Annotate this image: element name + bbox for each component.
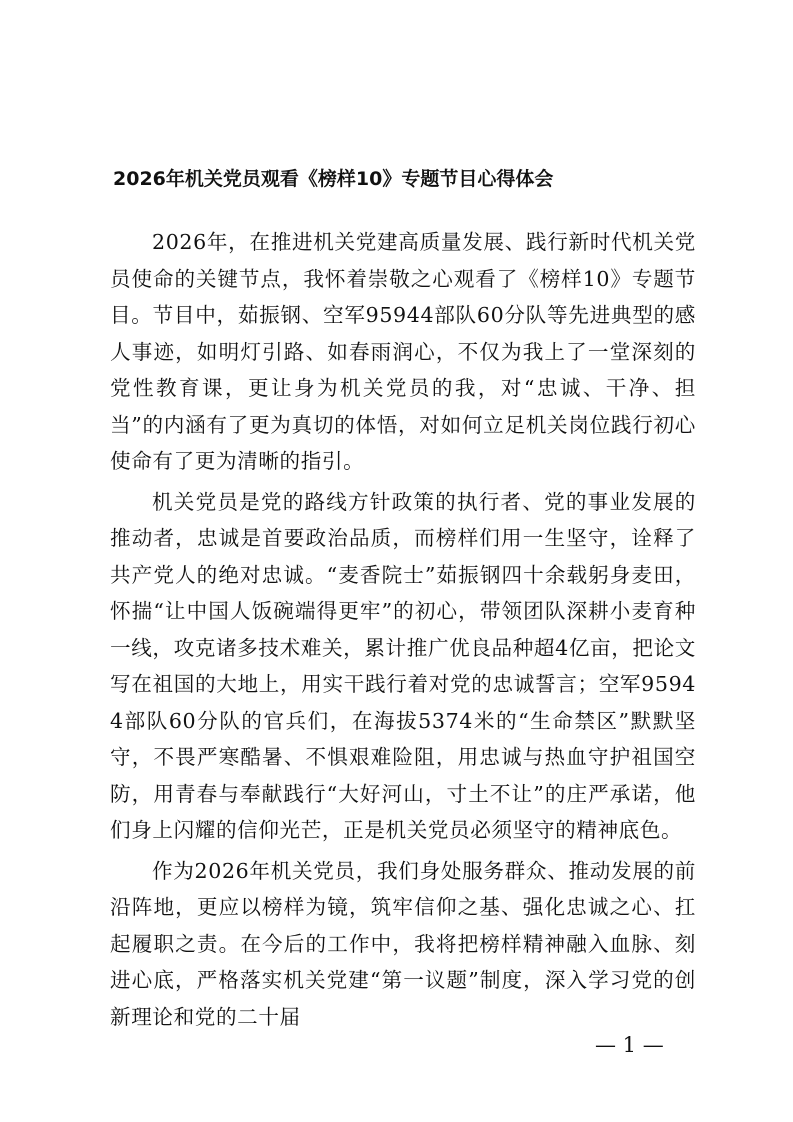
- paragraph-3: 作为2026年机关党员，我们身处服务群众、推动发展的前沿阵地，更应以榜样为镜，筑牢信仰之基、强化忠诚之心、扛起履职之责。在今后的工作中，我将把榜样精神融入血脉、刻进心底，严格落实机关党建“第一议题”制度，深入学习党的创新理论和党的二十届: [110, 858, 696, 1029]
- document-body: [110, 224, 696, 1039]
- paragraph-2: 机关党员是党的路线方针政策的执行者、党的事业发展的推动者，忠诚是首要政治品质，而榜样们用一生坚守，诠释了共产党人的绝对忠诚。“麦香院士”茹振钢四十余载躬身麦田，怀揣“让中国人饭碗端得更牢”的初心，带领团队深耕小麦育种一线，攻克诸多技术难关，累计推广优良品种超4亿亩，把论文写在祖国的大地上，用实干践行着对党的忠诚誓言；空军95944部队60分队的官兵们，在海拔5374米的“生命禁区”默默坚守，不畏严寒酷暑、不惧艰难险阻，用忠诚与热血守护祖国空防，用青春与奉献践行“大好河山，寸土不让”的庄严承诺，他们身上闪耀的信仰光芒，正是机关党员必须坚守的精神底色。: [110, 489, 696, 842]
- paragraph-1: 2026年，在推进机关党建高质量发展、践行新时代机关党员使命的关键节点，我怀着崇敬之心观看了《榜样10》专题节目。节目中，茹振钢、空军95944部队60分队等先进典型的感人事迹，如明灯引路、如春雨润心，不仅为我上了一堂深刻的党性教育课，更让身为机关党员的我，对“忠诚、干净、担当”的内涵有了更为真切的体悟，对如何立足机关岗位践行初心使命有了更为清晰的指引。: [110, 230, 696, 473]
- document-title: 2026年机关党员观看《榜样10》专题节目心得体会: [113, 168, 554, 190]
- page-number: — 1 —: [595, 1033, 664, 1057]
